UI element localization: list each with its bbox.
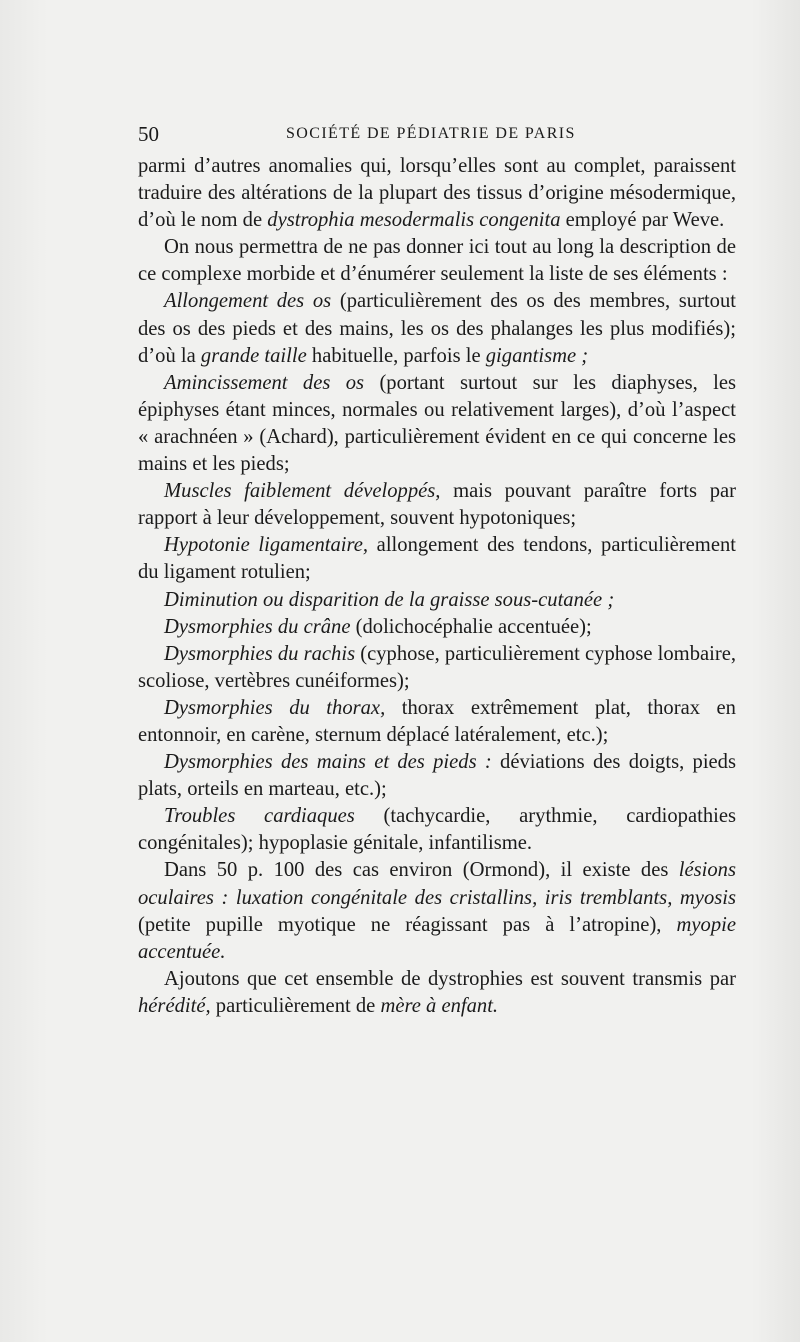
text-run: déviations des doigts, pieds plats, orteils en marteau, etc.); [138,751,736,801]
italic-text: Troubles cardiaques [164,805,355,828]
page-number: 50 [138,122,159,146]
text-run: particulièrement de [210,994,381,1017]
text-run: (petite pupille myotique ne réagissant pas à l’atropine), [138,913,677,936]
paragraph [138,803,736,857]
text-run: (cyphose, particulièrement cyphose lombaire, scoliose, vertèbres cunéiformes); [138,642,736,692]
italic-text: Dysmorphies des mains et des pieds : [164,751,492,774]
running-head: SOCIÉTÉ DE PÉDIATRIE DE PARIS [286,125,576,142]
page-header [138,122,736,152]
paragraph [138,234,736,288]
italic-text: Diminution ou disparition de la graisse sous-cutanée ; [164,588,615,611]
paragraph [138,153,736,234]
text-run: allongement des tendons, particulièrement du ligament rotulien; [138,534,736,584]
body-text [138,153,736,1020]
paragraph [138,288,736,369]
paragraph [138,966,736,1020]
paragraph [138,749,736,803]
text-run: habituelle, parfois le [306,344,486,367]
paragraph [138,587,736,614]
italic-text: Dysmorphies du thorax, [164,696,386,719]
text-run: thorax extrêmement plat, thorax en entonnoir, en carène, sternum déplacé latéralement, etc.); [138,696,736,746]
italic-text: Dysmorphies du rachis [164,642,356,665]
italic-text: myopie accentuée. [138,913,736,963]
paragraph [138,532,736,586]
italic-text: Muscles faiblement développés, [164,480,441,503]
paragraph [138,478,736,532]
text-run: employé par Weve. [560,209,725,232]
italic-text: Hypotonie ligamentaire, [164,534,369,557]
text-run: Ajoutons que cet ensemble de dystrophies est souvent transmis par [164,967,736,990]
text-run: (portant surtout sur les diaphyses, les épiphyses étant minces, normales ou relativement larges), d’où l’aspect « arachnéen » (Achard), particulièrement évident en ce qui concerne les mains et les pieds; [138,371,737,476]
italic-text: hérédité, [138,994,211,1017]
text-run: mais pouvant paraître forts par rapport à leur développement, souvent hypotoniques; [138,480,737,530]
italic-text: Dysmorphies du crâne [164,615,351,638]
text-run: Dans 50 p. 100 des cas environ (Ormond), il existe des [164,859,679,882]
italic-text: mère à enfant. [380,994,499,1017]
paragraph [138,857,736,965]
paragraph [138,370,736,478]
text-run: (dolichocéphalie accentuée); [350,615,592,638]
text-run: (particulièrement des os des membres, surtout des os des pieds et des mains, les os des phalanges les plus modifiés); d’où la [138,290,736,367]
italic-text: dystrophia mesodermalis congenita [267,209,561,232]
italic-text: lésions oculaires : luxation congénitale des cristallins, iris tremblants, myosis [138,859,736,909]
paragraph [138,695,736,749]
italic-text: gigantisme ; [485,344,589,367]
paragraph [138,641,736,695]
text-run: (tachycardie, arythmie, cardiopathies congénitales); hypoplasie génitale, infantilisme. [138,805,736,855]
italic-text: Amincissement des os [164,371,365,394]
paragraph [138,614,736,641]
text-run: parmi d’autres anomalies qui, lorsqu’elles sont au complet, paraissent traduire des altérations de la plupart des tissus d’origine mésodermique, d’où le nom de [138,155,736,232]
italic-text: grande taille [200,344,307,367]
text-run: On nous permettra de ne pas donner ici tout au long la description de ce complexe morbide et d’énumérer seulement la liste de ses éléments : [138,236,736,286]
italic-text: Allongement des os [164,290,332,313]
